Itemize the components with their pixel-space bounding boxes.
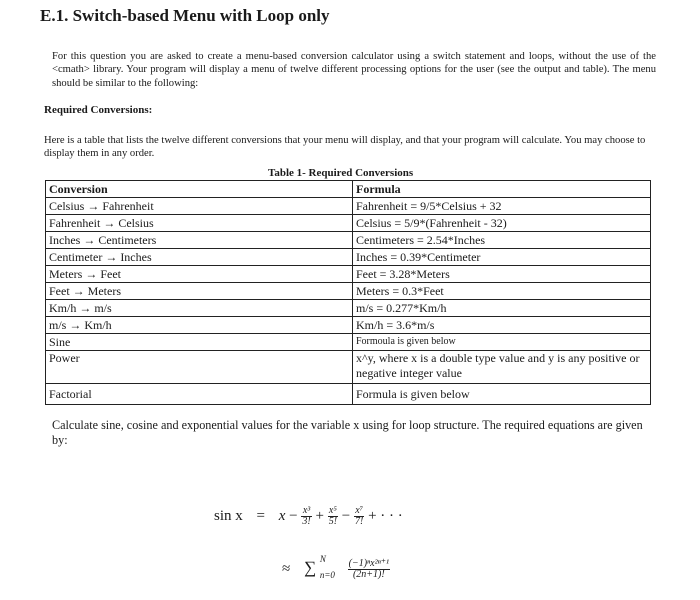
term-5-den: 5! [328,516,338,527]
formula-cell: m/s = 0.277*Km/h [353,300,651,317]
term-3-den: 3! [302,516,311,527]
table-header-row [46,181,651,198]
conversion-cell: Feet → Meters [46,283,353,300]
formula-cell: Formula is given below [353,384,651,405]
conversion-cell: Fahrenheit → Celsius [46,215,353,232]
required-heading: Required Conversions: [44,104,153,116]
table-row [46,198,651,215]
term-7-num: x⁷ [355,505,364,516]
sigma-symbol: ∑ [303,558,317,577]
calc-paragraph: Calculate sine, cosine and exponential values for the variable x using for loop structure. The required equations are given by: [52,418,643,447]
table-row [46,300,651,317]
intro-paragraph: For this question you are asked to create a menu-based conversion calculator using a switch statement and loops, without the use of the <cmath> library. Your program will display a menu of twelve different processing options for the user (see the output and table). The menu should be similar to the following: [52,51,656,89]
table-row [46,249,651,266]
term-5-num: x⁵ [328,505,337,516]
conversion-cell: Factorial [46,384,353,405]
header-conversion: Conversion [46,181,353,198]
sum-lower: n=0 [319,569,335,580]
table-row [46,283,651,300]
sum-limits [319,553,344,580]
table-intro-paragraph: Here is a table that lists the twelve different conversions that your menu will display, and that your program will calculate. You may choose to display them in any order. [44,135,646,160]
eq-equals: = [256,507,265,524]
formula-cell: Celsius = 5/9*(Fahrenheit - 32) [353,215,651,232]
sine-sum-equation [282,553,390,581]
conversion-cell: Sine [46,334,353,351]
table-caption: Table 1- Required Conversions [268,167,414,179]
conversion-cell: Inches → Centimeters [46,232,353,249]
eq-dots: + · · · [368,507,403,524]
formula-cell: Fahrenheit = 9/5*Celsius + 32 [353,198,651,215]
eq-lhs: sin x [214,507,243,524]
table-row [46,232,651,249]
eq-x: x [278,507,286,524]
formula-cell: x^y, where x is a double type value and y is any positive or negative integer value [353,351,651,384]
eq-minus: − [289,507,298,524]
eq-plus: + [315,507,324,524]
formula-cell: Formoula is given below [353,334,651,351]
conversion-cell: Power [46,351,353,384]
table-row [46,215,651,232]
sum-upper: N [319,553,326,564]
table-row [46,317,651,334]
term-3-num: x³ [302,505,311,516]
conversion-cell: Km/h → m/s [46,300,353,317]
header-formula: Formula [353,181,651,198]
term-7-den: 7! [355,516,364,527]
sum-den: (2n+1)! [352,569,385,581]
term-3 [301,506,311,527]
term-7 [354,506,364,527]
page-title: E.1. Switch-based Menu with Loop only [40,6,330,25]
table-row [46,334,651,351]
term-5 [328,506,338,527]
formula-cell: Feet = 3.28*Meters [353,266,651,283]
sum-num: (−1)ⁿx²ⁿ⁺¹ [348,558,390,570]
formula-cell: Km/h = 3.6*m/s [353,317,651,334]
sum-term [348,559,390,580]
formula-cell: Centimeters = 2.54*Inches [353,232,651,249]
sine-equation [214,506,403,527]
conversion-cell: Celsius → Fahrenheit [46,198,353,215]
formula-cell: Meters = 0.3*Feet [353,283,651,300]
formula-cell: Inches = 0.39*Centimeter [353,249,651,266]
eq-minus-2: − [341,507,351,524]
conversion-cell: Meters → Feet [46,266,353,283]
conversion-cell: m/s → Km/h [46,317,353,334]
conversion-cell: Centimeter → Inches [46,249,353,266]
conversions-table [45,180,651,405]
table-row [46,384,651,405]
eq-approx: ≈ [282,561,291,577]
table-row [46,266,651,283]
table-row [46,351,651,384]
